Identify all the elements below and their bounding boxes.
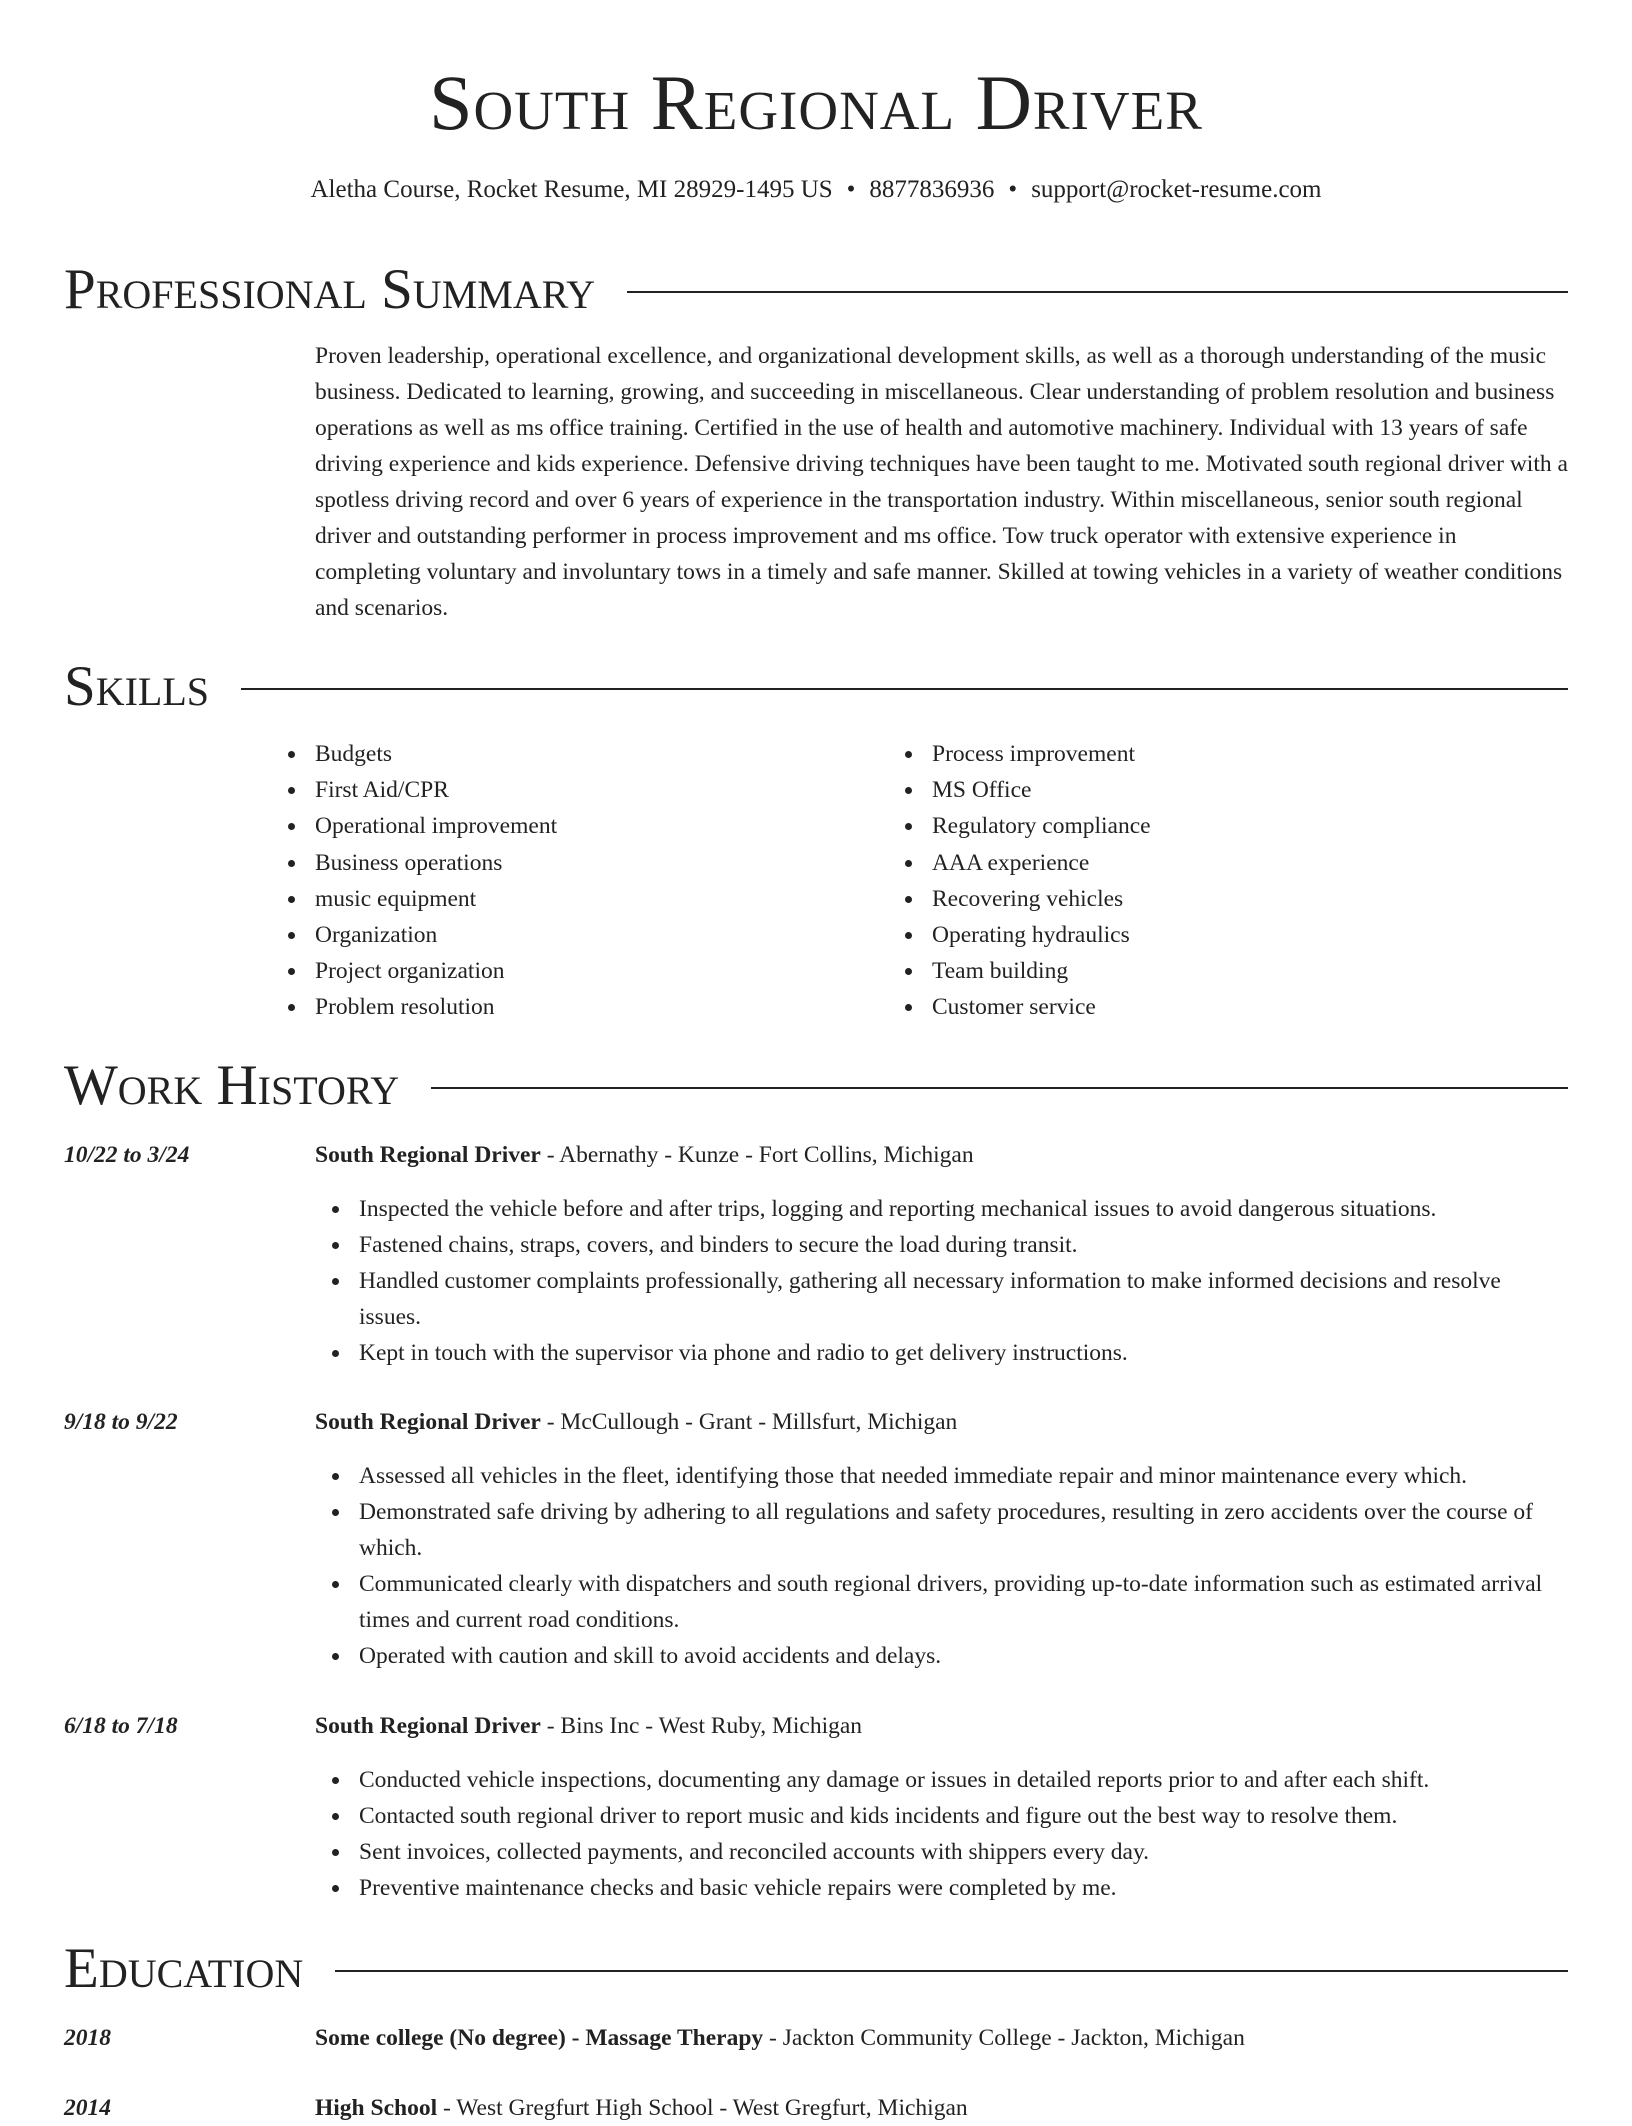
contact-line bbox=[64, 172, 1568, 208]
resume-title: South Regional Driver bbox=[429, 59, 1203, 146]
skill-item: Regulatory compliance bbox=[888, 808, 1151, 844]
skills-right-column bbox=[888, 736, 1151, 1026]
education-school: - Jackton Community College - Jackton, Michigan bbox=[763, 2025, 1245, 2051]
summary-section-header bbox=[64, 258, 1568, 322]
section-divider bbox=[241, 688, 1568, 690]
job-bullet: Fastened chains, straps, covers, and binders to secure the load during transit. bbox=[315, 1227, 1568, 1263]
education-degree: High School bbox=[315, 2095, 438, 2121]
skill-item: Operating hydraulics bbox=[888, 917, 1151, 953]
job-bullet: Contacted south regional driver to report music and kids incidents and figure out the best way to resolve them. bbox=[315, 1798, 1568, 1834]
job-title: South Regional Driver bbox=[315, 1409, 541, 1435]
skill-item: Budgets bbox=[271, 736, 557, 772]
job-heading bbox=[315, 1404, 957, 1440]
skill-item: Organization bbox=[271, 917, 557, 953]
skill-item: MS Office bbox=[888, 772, 1151, 808]
education-year: 2014 bbox=[64, 2095, 111, 2121]
contact-separator: • bbox=[1008, 176, 1018, 203]
job-bullets bbox=[315, 1458, 1568, 1674]
job-employer: - Bins Inc - West Ruby, Michigan bbox=[540, 1713, 863, 1739]
section-divider bbox=[431, 1087, 1568, 1089]
education-entry bbox=[315, 2020, 1245, 2056]
education-degree: Some college (No degree) - Massage Therapy bbox=[315, 2025, 764, 2051]
skill-item: Operational improvement bbox=[271, 808, 557, 844]
skills-left-column bbox=[271, 736, 557, 1026]
job-bullets bbox=[315, 1191, 1568, 1371]
summary-text: Proven leadership, operational excellence, and organizational development skills, as well as a thorough understanding of the music business. Dedicated to learning, growing, and succeeding in miscellaneous. Clear understanding of problem resolution and business operations as well as ms office training. Certified in the use of health and automotive machinery. Individual with 13 years of safe driving experience and kids experience. Defensive driving techniques have been taught to me. Motivated south regional driver with a spotless driving record and over 6 years of experience in the transportation industry. Within miscellaneous, senior south regional driver and outstanding performer in process improvement and ms office. Tow truck operator with extensive experience in completing voluntary and involuntary tows in a timely and safe manner. Skilled at towing vehicles in a variety of weather conditions and scenarios. bbox=[315, 343, 1568, 621]
skill-item: Project organization bbox=[271, 953, 557, 989]
contact-email: support@rocket-resume.com bbox=[1031, 176, 1322, 203]
job-dates: 9/18 to 9/22 bbox=[64, 1409, 178, 1435]
contact-phone: 8877836936 bbox=[869, 176, 995, 203]
education-school: - West Gregfurt High School - West Gregfurt, Michigan bbox=[437, 2095, 968, 2121]
job-heading bbox=[315, 1708, 862, 1744]
skill-item: Customer service bbox=[888, 989, 1151, 1025]
skill-item: First Aid/CPR bbox=[271, 772, 557, 808]
education-heading: Education bbox=[64, 1937, 304, 2000]
job-dates: 6/18 to 7/18 bbox=[64, 1713, 178, 1739]
contact-separator: • bbox=[846, 176, 856, 203]
skill-item: AAA experience bbox=[888, 845, 1151, 881]
job-bullet: Operated with caution and skill to avoid accidents and delays. bbox=[315, 1638, 1568, 1674]
job-bullets bbox=[315, 1762, 1568, 1906]
skill-item: music equipment bbox=[271, 881, 557, 917]
work-history-section-header bbox=[64, 1054, 1568, 1118]
job-bullet: Inspected the vehicle before and after trips, logging and reporting mechanical issues to avoid dangerous situations. bbox=[315, 1191, 1568, 1227]
job-employer: - McCullough - Grant - Millsfurt, Michigan bbox=[540, 1409, 958, 1435]
job-dates: 10/22 to 3/24 bbox=[64, 1142, 190, 1168]
education-entry bbox=[315, 2090, 968, 2126]
job-title: South Regional Driver bbox=[315, 1713, 541, 1739]
job-bullet: Handled customer complaints professionally, gathering all necessary information to make informed decisions and resolve issues. bbox=[315, 1263, 1568, 1335]
summary-heading: Professional Summary bbox=[64, 258, 596, 321]
contact-address: Aletha Course, Rocket Resume, MI 28929-1495 US bbox=[310, 176, 833, 203]
section-divider bbox=[627, 291, 1568, 293]
skill-item: Recovering vehicles bbox=[888, 881, 1151, 917]
job-bullet: Kept in touch with the supervisor via phone and radio to get delivery instructions. bbox=[315, 1335, 1568, 1371]
skill-item: Process improvement bbox=[888, 736, 1151, 772]
skill-item: Business operations bbox=[271, 845, 557, 881]
job-bullet: Conducted vehicle inspections, documenting any damage or issues in detailed reports prior to and after each shift. bbox=[315, 1762, 1568, 1798]
job-bullet: Demonstrated safe driving by adhering to all regulations and safety procedures, resulting in zero accidents over the course of which. bbox=[315, 1494, 1568, 1566]
job-employer: - Abernathy - Kunze - Fort Collins, Michigan bbox=[540, 1142, 974, 1168]
education-section-header bbox=[64, 1937, 1568, 2001]
skills-heading: Skills bbox=[64, 655, 210, 718]
skill-item: Problem resolution bbox=[271, 989, 557, 1025]
education-year: 2018 bbox=[64, 2025, 111, 2051]
job-bullet: Communicated clearly with dispatchers and south regional drivers, providing up-to-date information such as estimated arrival times and current road conditions. bbox=[315, 1566, 1568, 1638]
section-divider bbox=[335, 1970, 1568, 1972]
skills-section-header bbox=[64, 655, 1568, 719]
job-bullet: Preventive maintenance checks and basic vehicle repairs were completed by me. bbox=[315, 1870, 1568, 1906]
job-heading bbox=[315, 1137, 974, 1173]
job-title: South Regional Driver bbox=[315, 1142, 541, 1168]
skill-item: Team building bbox=[888, 953, 1151, 989]
job-bullet: Sent invoices, collected payments, and reconciled accounts with shippers every day. bbox=[315, 1834, 1568, 1870]
job-bullet: Assessed all vehicles in the fleet, identifying those that needed immediate repair and minor maintenance every which. bbox=[315, 1458, 1568, 1494]
work-history-heading: Work History bbox=[64, 1054, 400, 1117]
